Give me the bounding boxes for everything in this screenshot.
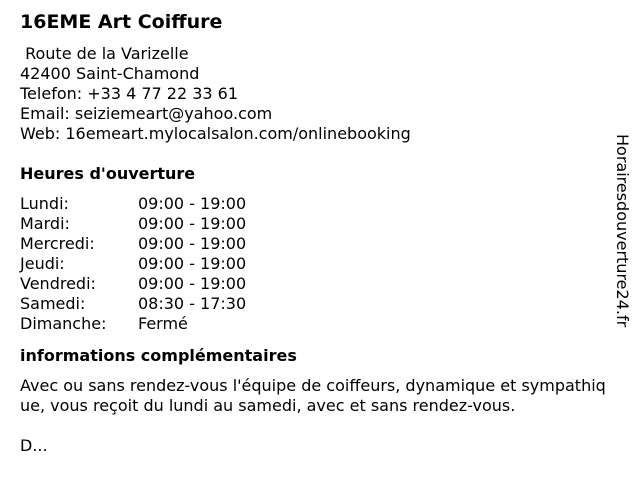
more-text: D... [20, 436, 48, 455]
hours-row-tuesday [20, 214, 610, 234]
info-description: Avec ou sans rendez-vous l'équipe de coiffeurs, dynamique et sympathique, vous reçoit du lundi au samedi, avec et sans rendez-vous. [20, 376, 606, 415]
hours-row-friday [20, 274, 610, 294]
city-address: 42400 Saint-Chamond [20, 64, 200, 83]
hours-table [20, 194, 610, 334]
hours-row-wednesday [20, 234, 610, 254]
street-address: Route de la Varizelle [20, 44, 189, 63]
time-value: 09:00 - 19:00 [138, 194, 247, 213]
salon-name: 16EME Art Coiffure [20, 11, 223, 33]
day-label: Jeudi: [20, 254, 65, 273]
web-line: Web: 16emeart.mylocalsalon.com/onlinebooking [20, 124, 411, 143]
time-value: 09:00 - 19:00 [138, 214, 247, 233]
day-label: Vendredi: [20, 274, 96, 293]
day-label: Samedi: [20, 294, 86, 313]
hours-heading: Heures d'ouverture [20, 164, 196, 183]
time-value: 09:00 - 19:00 [138, 254, 247, 273]
salon-card [20, 8, 610, 456]
hours-row-monday [20, 194, 610, 214]
site-watermark: Horairesdouverture24.fr [613, 134, 632, 328]
time-value: 09:00 - 19:00 [138, 274, 247, 293]
time-value: 09:00 - 19:00 [138, 234, 247, 253]
day-label: Mardi: [20, 214, 70, 233]
day-label: Dimanche: [20, 314, 107, 333]
day-label: Mercredi: [20, 234, 95, 253]
hours-row-sunday [20, 314, 610, 334]
email-line: Email: seiziemeart@yahoo.com [20, 104, 273, 123]
phone-line: Telefon: +33 4 77 22 33 61 [20, 84, 239, 103]
info-heading: informations complémentaires [20, 346, 297, 365]
time-value: Fermé [138, 314, 188, 333]
contact-block [20, 44, 610, 144]
hours-row-saturday [20, 294, 610, 314]
time-value: 08:30 - 17:30 [138, 294, 247, 313]
day-label: Lundi: [20, 194, 69, 213]
hours-row-thursday [20, 254, 610, 274]
